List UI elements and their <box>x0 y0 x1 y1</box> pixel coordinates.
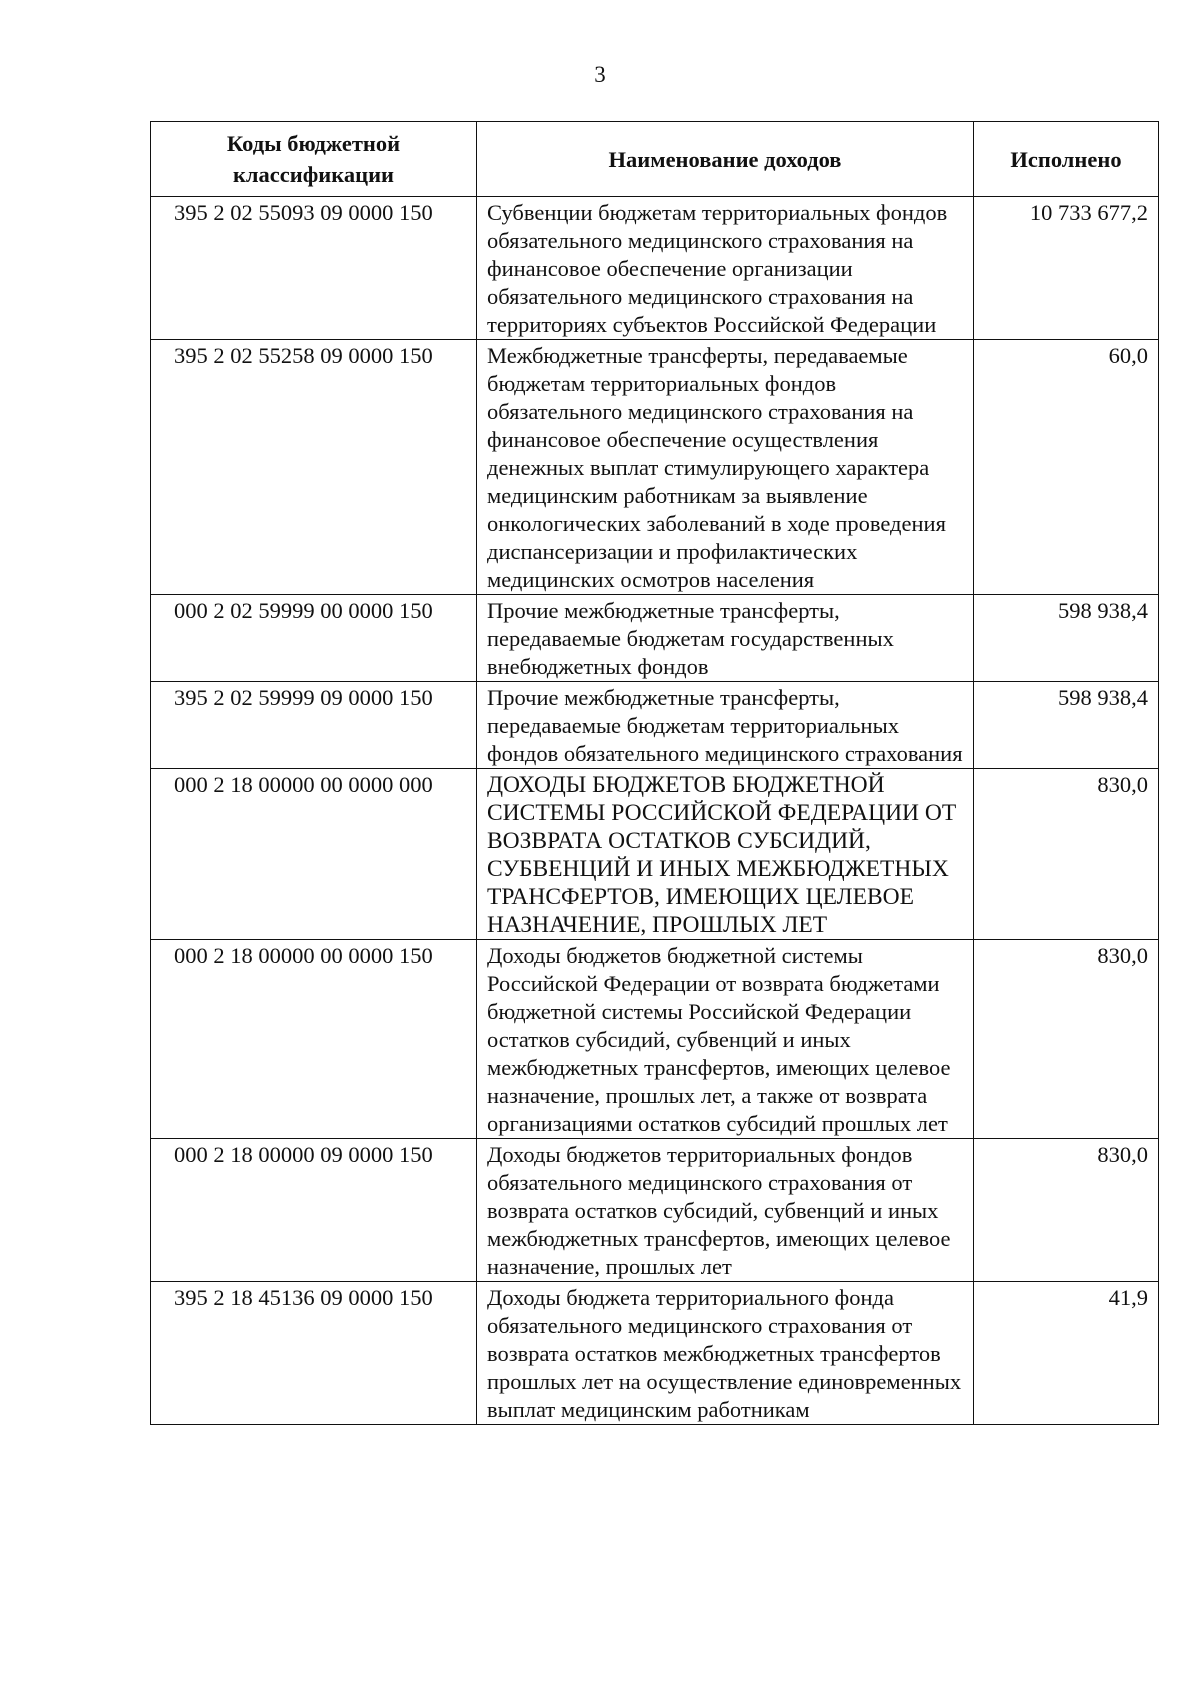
header-executed: Исполнено <box>974 122 1159 197</box>
row-executed: 830,0 <box>974 1139 1159 1282</box>
row-executed: 41,9 <box>974 1282 1159 1425</box>
row-code: 395 2 18 45136 09 0000 150 <box>151 1282 477 1425</box>
header-name: Наименование доходов <box>477 122 974 197</box>
row-executed: 10 733 677,2 <box>974 197 1159 340</box>
row-code: 000 2 02 59999 00 0000 150 <box>151 595 477 682</box>
row-name: Доходы бюджетов бюджетной системы Российской Федерации от возврата бюджетами бюджетной системы Российской Федерации остатков субсидий, субвенций и иных межбюджетных трансфертов, имеющих целевое назначение, прошлых лет, а также от возврата организациями остатков субсидий прошлых лет <box>477 940 974 1139</box>
row-code: 395 2 02 55258 09 0000 150 <box>151 340 477 595</box>
row-executed: 598 938,4 <box>974 595 1159 682</box>
row-code: 395 2 02 59999 09 0000 150 <box>151 682 477 769</box>
table-row <box>151 340 1159 595</box>
row-executed: 830,0 <box>974 940 1159 1139</box>
row-name: Доходы бюджетов территориальных фондов обязательного медицинского страхования от возврата остатков субсидий, субвенций и иных межбюджетных трансфертов, имеющих целевое назначение, прошлых лет <box>477 1139 974 1282</box>
row-name: Межбюджетные трансферты, передаваемые бюджетам территориальных фондов обязательного медицинского страхования на финансовое обеспечение осуществления денежных выплат стимулирующего характера медицинским работникам за выявление онкологических заболеваний в ходе проведения диспансеризации и профилактических медицинских осмотров населения <box>477 340 974 595</box>
table-row <box>151 682 1159 769</box>
row-code: 000 2 18 00000 00 0000 000 <box>151 769 477 940</box>
header-code: Коды бюджетной классификации <box>151 122 477 197</box>
row-name: Прочие межбюджетные трансферты, передаваемые бюджетам территориальных фондов обязательного медицинского страхования <box>477 682 974 769</box>
table-header-row <box>151 122 1159 197</box>
revenue-table <box>150 121 1159 1425</box>
row-name: ДОХОДЫ БЮДЖЕТОВ БЮДЖЕТНОЙ СИСТЕМЫ РОССИЙСКОЙ ФЕДЕРАЦИИ ОТ ВОЗВРАТА ОСТАТКОВ СУБСИДИЙ, СУБВЕНЦИЙ И ИНЫХ МЕЖБЮДЖЕТНЫХ ТРАНСФЕРТОВ, ИМЕЮЩИХ ЦЕЛЕВОЕ НАЗНАЧЕНИЕ, ПРОШЛЫХ ЛЕТ <box>477 769 974 940</box>
row-name: Субвенции бюджетам территориальных фондов обязательного медицинского страхования на финансовое обеспечение организации обязательного медицинского страхования на территориях субъектов Российской Федерации <box>477 197 974 340</box>
table-row <box>151 197 1159 340</box>
row-executed: 598 938,4 <box>974 682 1159 769</box>
table-row <box>151 940 1159 1139</box>
table-row <box>151 769 1159 940</box>
row-code: 000 2 18 00000 09 0000 150 <box>151 1139 477 1282</box>
row-executed: 830,0 <box>974 769 1159 940</box>
table-row <box>151 595 1159 682</box>
row-name: Прочие межбюджетные трансферты, передаваемые бюджетам государственных внебюджетных фондов <box>477 595 974 682</box>
row-code: 000 2 18 00000 00 0000 150 <box>151 940 477 1139</box>
table-row <box>151 1139 1159 1282</box>
row-name: Доходы бюджета территориального фонда обязательного медицинского страхования от возврата остатков межбюджетных трансфертов прошлых лет на осуществление единовременных выплат медицинским работникам <box>477 1282 974 1425</box>
page-number: 3 <box>594 62 606 87</box>
table-row <box>151 1282 1159 1425</box>
row-executed: 60,0 <box>974 340 1159 595</box>
row-code: 395 2 02 55093 09 0000 150 <box>151 197 477 340</box>
